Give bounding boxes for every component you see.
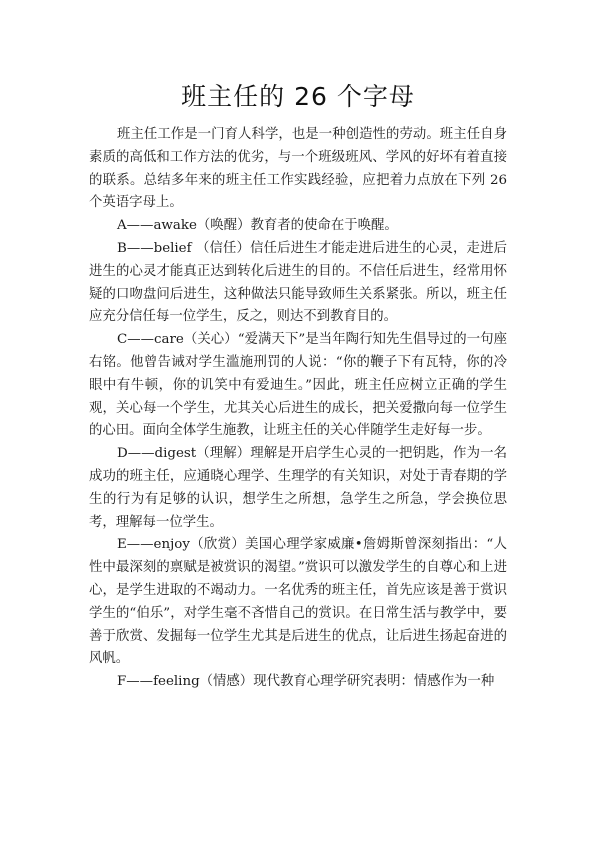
letter-c-paragraph: C——care（关心）“爱满天下”是当年陶行知先生倡导过的一句座右铭。他曾告诫对学生滥施刑罚的人说：“你的鞭子下有瓦特，你的冷眼中有牛顿，你的讥笑中有爱迪生。”因此，班主任应树立正确的学生观，关心每一个学生，尤其关心后进生的成长，把关爱撒向每一位学生的心田。面向全体学生施教，让班主任的关心伴随学生走好每一步。	[89, 332, 507, 439]
letter-f-paragraph: F——feeling（情感）现代教育心理学研究表明：情感作为一种	[117, 674, 495, 690]
letter-e-paragraph: E——enjoy（欣赏）美国心理学家威廉•詹姆斯曾深刻指出：“人性中最深刻的禀赋是被赏识的渴望。”赏识可以激发学生的自尊心和上进心，是学生进取的不竭动力。一名优秀的班主任，首先应该是善于赏识学生的“伯乐”，对学生毫不吝惜自己的赏识。在日常生活与教学中，要善于欣赏、发掘每一位学生尤其是后进生的优点，让后进生扬起奋进的风帆。	[89, 537, 507, 667]
intro-paragraph: 班主任工作是一门育人科学，也是一种创造性的劳动。班主任自身素质的高低和工作方法的优劣，与一个班级班风、学风的好坏有着直接的联系。总结多年来的班主任工作实践经验，应把着力点放在下列 26 个英语字母上。	[89, 127, 507, 211]
letter-b-paragraph: B——belief （信任）信任后进生才能走进后进生的心灵，走进后进生的心灵才能真正达到转化后进生的目的。不信任后进生，经常用怀疑的口吻盘问后进生，这种做法只能导致师生关系紧张。所以，班主任应充分信任每一位学生，反之，则达不到教育目的。	[89, 240, 507, 325]
document-body	[89, 124, 507, 694]
document-title: 班主任的 26 个字母	[181, 82, 415, 111]
letter-d-paragraph: D——digest（理解）理解是开启学生心灵的一把钥匙，作为一名成功的班主任，应通晓心理学、生理学的有关知识，对处于青春期的学生的行为有足够的认识，想学生之所想，急学生之所急，学会换位思考，理解每一位学生。	[89, 446, 507, 530]
letter-a-paragraph: A——awake（唤醒）教育者的使命在于唤醒。	[117, 218, 398, 234]
